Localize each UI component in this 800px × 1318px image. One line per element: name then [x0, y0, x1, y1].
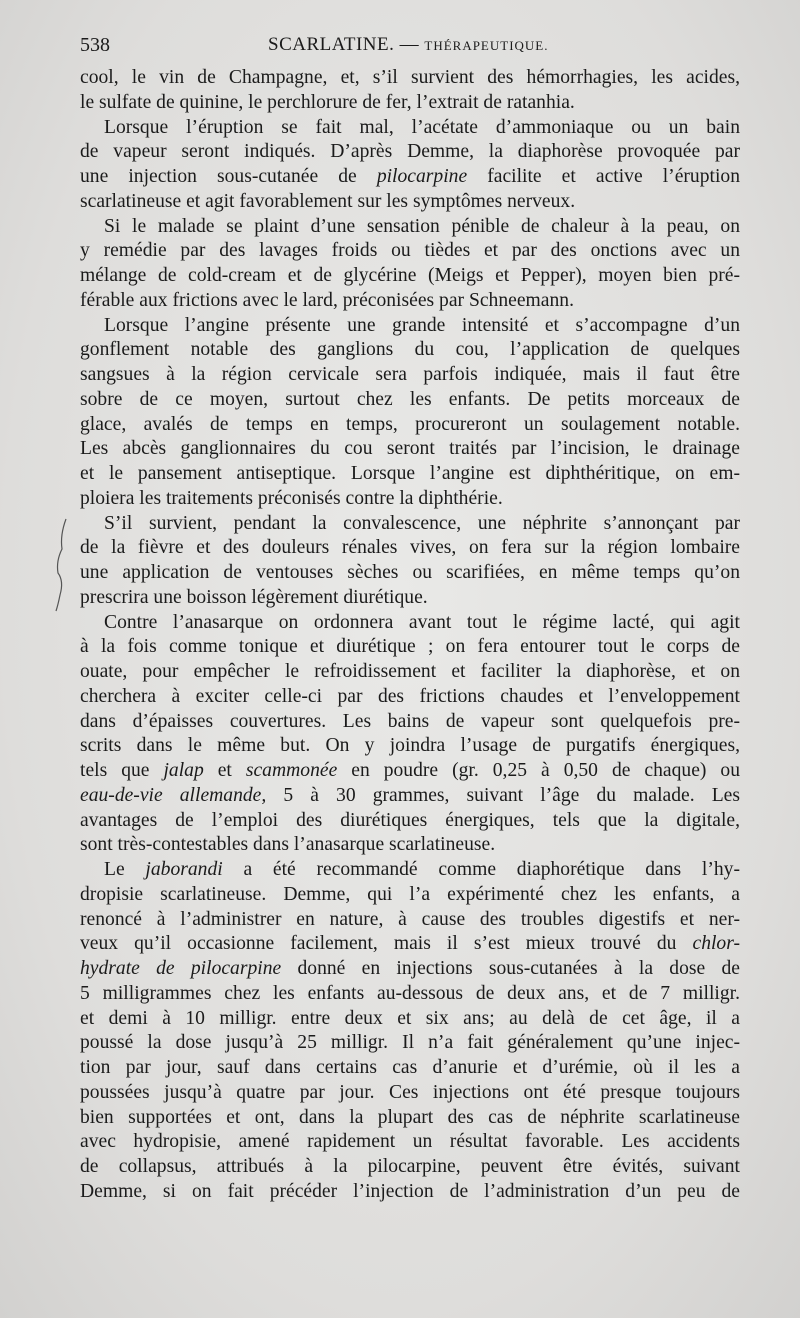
line-text: sobre de ce moyen, surtout chez les enfants. De petits morceaux de	[80, 388, 740, 410]
text-line	[80, 1031, 740, 1056]
line-text: facilite et active l’éruption	[467, 166, 740, 187]
line-text: poussé la dose jusqu’à 25 milligr. Il n’a fait généralement qu’une injec-	[80, 1032, 740, 1054]
line-text: en poudre (gr. 0,25 à 0,50 de chaque) ou	[337, 760, 741, 781]
line-text: veux qu’il occasionne facilement, mais il s’est mieux trouvé du	[80, 933, 693, 955]
line-text: une application de ventouses sèches ou scarifiées, en même temps qu’on	[80, 562, 740, 583]
text-line	[80, 660, 740, 685]
text-line	[80, 759, 740, 784]
text-line	[80, 190, 740, 215]
text-line	[80, 363, 740, 388]
line-text: avec hydropisie, amené rapidement un résultat favorable. Les accidents	[80, 1131, 740, 1153]
running-title	[268, 34, 549, 56]
line-text: a été recommandé comme diaphorétique dans l’hy-	[222, 859, 740, 880]
text-line	[80, 1106, 740, 1131]
line-text: et	[203, 760, 246, 781]
line-text: 5 milligrammes chez les enfants au-dessous de deux ans, et de 7 milligr.	[80, 982, 740, 1004]
text-line	[80, 858, 740, 883]
line-text: à la fois comme tonique et diurétique ; on fera entourer tout le corps de	[80, 636, 740, 658]
line-text: 5 à 30 grammes, suivant l’âge du malade. Les	[266, 784, 740, 806]
text-line	[80, 710, 740, 735]
text-line	[80, 982, 740, 1007]
line-text: glace, avalés de temps en temps, procureront un soulagement notable.	[80, 413, 740, 435]
line-text: gonflement notable des ganglions du cou, l’application de quelques	[80, 339, 740, 361]
text-line	[80, 215, 740, 240]
text-line	[80, 1180, 740, 1205]
running-subtitle: THÉRAPEUTIQUE.	[424, 38, 549, 53]
text-line	[80, 784, 740, 809]
line-text: mélange de cold-cream et de glycérine (Meigs et Pepper), moyen bien pré-	[80, 265, 740, 286]
text-line	[80, 908, 740, 933]
text-line	[80, 734, 740, 759]
line-text: sont très-contestables dans l’anasarque scarlatineuse.	[80, 834, 496, 856]
text-line	[80, 338, 740, 363]
line-text: donné en injections sous-cutanées à la dose de	[281, 958, 740, 979]
line-text: renoncé à l’administrer en nature, à cause des troubles digestifs et ner-	[80, 908, 740, 930]
text-line	[80, 91, 740, 116]
text-line	[80, 264, 740, 289]
line-text: dans d’épaisses couvertures. Les bains de vapeur sont quelquefois pre-	[80, 710, 740, 732]
line-text: et demi à 10 milligr. entre deux et six ans; au delà de cet âge, il a	[80, 1007, 740, 1029]
text-line	[80, 437, 740, 462]
line-text: ploiera les traitements préconisés contre la diphthérie.	[80, 487, 503, 509]
text-line	[80, 932, 740, 957]
text-line	[80, 809, 740, 834]
line-text: cherchera à exciter celle-ci par des frictions chaudes et l’enveloppement	[80, 685, 740, 707]
text-line	[80, 140, 740, 165]
line-text: dropisie scarlatineuse. Demme, qui l’a expérimenté chez les enfants, a	[80, 883, 740, 905]
line-text: et le pansement antiseptique. Lorsque l’angine est diphthéritique, on em-	[80, 463, 740, 484]
text-line	[80, 289, 740, 314]
line-text: de collapsus, attribués à la pilocarpine, peuvent être évités, suivant	[80, 1156, 740, 1177]
text-line	[80, 66, 740, 91]
text-line	[80, 512, 740, 537]
text-line	[80, 1155, 740, 1180]
line-text: cool, le vin de Champagne, et, s’il survient des hémorrhagies, les acides,	[80, 67, 740, 88]
line-text: scrits dans le même but. On y joindra l’usage de purgatifs énergiques,	[80, 735, 740, 757]
text-line	[80, 462, 740, 487]
line-text: ouate, pour empêcher le refroidissement et faciliter la diaphorèse, et on	[80, 661, 740, 682]
line-text: Contre l’anasarque on ordonnera avant tout le régime lacté, qui agit	[104, 611, 740, 633]
text-line	[80, 413, 740, 438]
line-text: sangsues à la région cervicale sera parfois indiquée, mais il faut être	[80, 364, 740, 385]
line-text: tels que	[80, 760, 164, 781]
line-text: Lorsque l’angine présente une grande intensité et s’accompagne d’un	[104, 314, 740, 336]
italic-text: chlor-	[692, 933, 740, 955]
text-line	[80, 561, 740, 586]
text-line	[80, 586, 740, 611]
text-line	[80, 611, 740, 636]
text-line	[80, 388, 740, 413]
text-line	[80, 957, 740, 982]
running-title-main: SCARLATINE. —	[268, 34, 425, 55]
line-text: avantages de l’emploi des diurétiques énergiques, tels que la digitale,	[80, 809, 740, 831]
italic-text: scammonée	[245, 760, 338, 781]
text-line	[80, 536, 740, 561]
handwritten-margin-mark	[52, 515, 82, 615]
italic-text: hydrate de pilocarpine	[80, 958, 282, 979]
text-line	[80, 1130, 740, 1155]
line-text: Les abcès ganglionnaires du cou seront traités par l’incision, le drainage	[80, 438, 740, 460]
italic-text: jalap	[163, 760, 204, 781]
line-text: scarlatineuse et agit favorablement sur les symptômes nerveux.	[80, 190, 576, 212]
line-text: férable aux frictions avec le lard, préconisées par Schneemann.	[80, 289, 574, 311]
italic-text: jaborandi	[145, 859, 223, 880]
line-text: de vapeur seront indiqués. D’après Demme, la diaphorèse provoquée par	[80, 141, 740, 163]
line-text: le sulfate de quinine, le perchlorure de fer, l’extrait de ratanhia.	[80, 91, 575, 113]
text-line	[80, 1081, 740, 1106]
text-line	[80, 1056, 740, 1081]
line-text: Le	[104, 859, 146, 880]
text-line	[80, 1007, 740, 1032]
text-line	[80, 685, 740, 710]
line-text: poussées jusqu’à quatre par jour. Ces injections ont été presque toujours	[80, 1081, 740, 1103]
page-header	[80, 34, 740, 64]
text-line	[80, 635, 740, 660]
line-text: y remédie par des lavages froids ou tièdes et par des onctions avec un	[80, 240, 740, 262]
text-line	[80, 314, 740, 339]
text-line	[80, 239, 740, 264]
line-text: S’il survient, pendant la convalescence, une néphrite s’annonçant par	[104, 512, 740, 534]
line-text: bien supportées et ont, dans la plupart des cas de néphrite scarlatineuse	[80, 1106, 740, 1128]
line-text: Lorsque l’éruption se fait mal, l’acétate d’ammoniaque ou un bain	[104, 116, 740, 138]
text-line	[80, 833, 740, 858]
text-line	[80, 116, 740, 141]
text-line	[80, 165, 740, 190]
line-text: Si le malade se plaint d’une sensation pénible de chaleur à la peau, on	[104, 215, 740, 237]
line-text: de la fièvre et des douleurs rénales vives, on fera sur la région lombaire	[80, 537, 740, 559]
line-text: tion par jour, sauf dans certains cas d’anurie et d’urémie, où il les a	[80, 1057, 740, 1078]
line-text: prescrira une boisson légèrement diurétique.	[80, 586, 428, 608]
line-text: Demme, si on fait précéder l’injection de l’administration d’un peu de	[80, 1180, 740, 1202]
text-line	[80, 883, 740, 908]
line-text: une injection sous-cutanée de	[80, 166, 377, 187]
body-text	[80, 66, 740, 1205]
italic-text: eau-de-vie allemande,	[80, 784, 267, 806]
page-number: 538	[80, 34, 110, 56]
italic-text: pilocarpine	[376, 166, 468, 187]
text-line	[80, 487, 740, 512]
